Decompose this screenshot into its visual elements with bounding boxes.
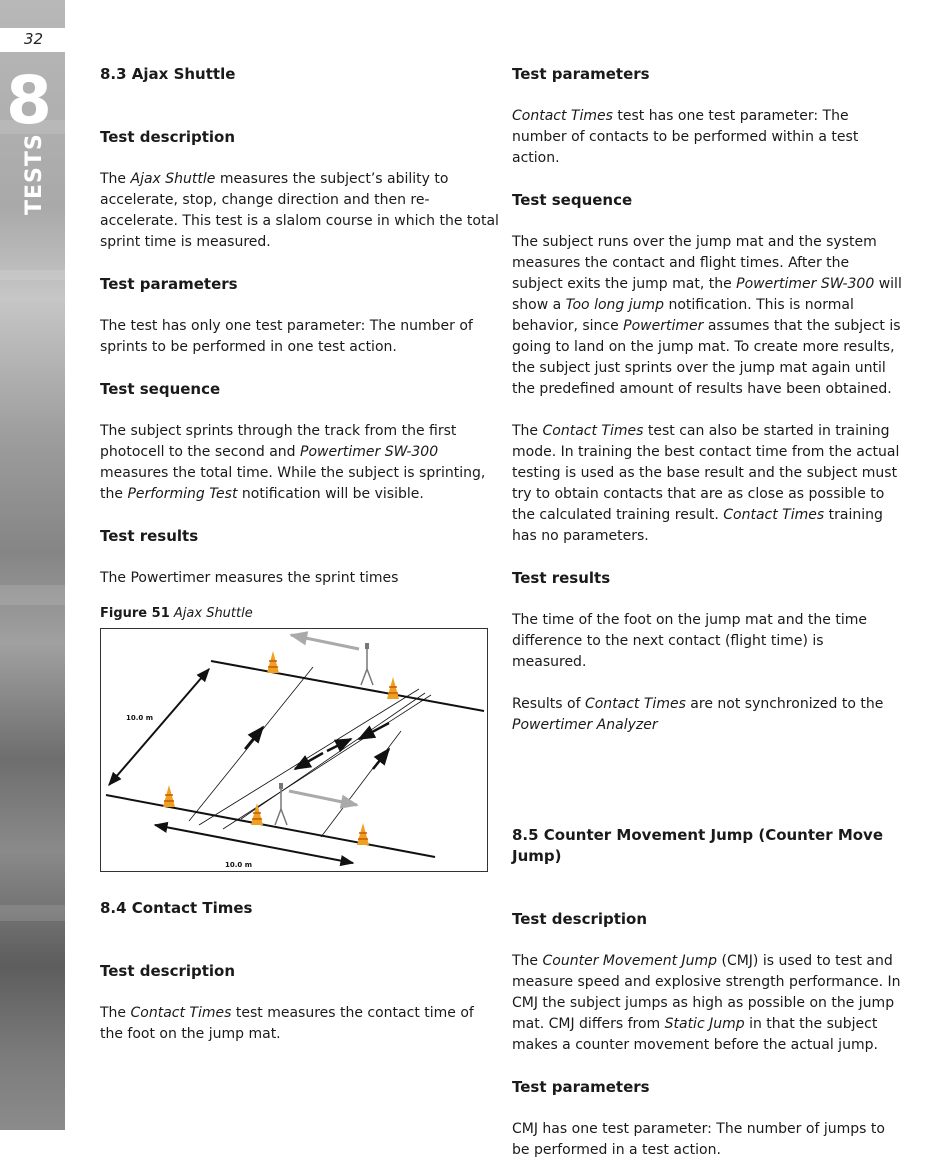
paragraph-contact-sync: Results of Contact Times are not synchronized to the Powertimer Analyzer (512, 696, 884, 733)
ajax-shuttle-figure (100, 628, 488, 872)
chapter-number: 8 (6, 62, 50, 139)
gray-arrow-start (291, 635, 359, 649)
chapter-sidebar (0, 0, 65, 1150)
cone-icon (357, 823, 369, 845)
dimension-arrow-horizontal (155, 825, 353, 863)
heading-test-parameters: Test parameters (100, 275, 238, 293)
heading-test-description-85: Test description (512, 910, 648, 928)
sidebar-band (0, 585, 65, 605)
figure-caption: Figure 51 Ajax Shuttle (100, 606, 253, 621)
dimension-label-horizontal: 10.0 m (225, 861, 253, 869)
paragraph-contact-parameters: Contact Times test has one test parameter: The number of contacts to be performed within a test action. (512, 108, 859, 166)
paragraph-contact-training: The Contact Times test can also be started in training mode. In training the best contact time from the actual testing is used as the base result and the subject must try to obtain contacts that are as close as possible to the calculated training result. Contact Times training has no parameters. (512, 423, 900, 544)
left-column (100, 64, 500, 1045)
gray-arrow-finish (289, 791, 357, 805)
heading-test-description: Test description (100, 128, 236, 146)
run-arrow (245, 727, 263, 749)
chapter-label: TESTS (22, 133, 47, 215)
run-line (189, 667, 313, 821)
heading-test-results: Test results (100, 527, 199, 545)
heading-test-sequence-84: Test sequence (512, 191, 633, 209)
cone-icon (251, 803, 263, 825)
paragraph-contact-description: The Contact Times test measures the contact time of the foot on the jump mat. (100, 1005, 474, 1042)
paragraph-contact-results: The time of the foot on the jump mat and the time difference to the next contact (flight time) is measured. (512, 612, 867, 670)
page-number: 32 (0, 28, 65, 52)
cone-icon (267, 651, 279, 673)
paragraph-ajax-results: The Powertimer measures the sprint times (100, 570, 399, 586)
section-title-ajax-shuttle: 8.3 Ajax Shuttle (100, 65, 236, 83)
photocell-top-icon (361, 643, 373, 685)
sidebar-band (0, 270, 65, 280)
sidebar-foot-strip (0, 1130, 65, 1150)
run-arrow (295, 753, 323, 769)
paragraph-ajax-description: The Ajax Shuttle measures the subject’s ability to accelerate, stop, change direction and then re-accelerate. This test is a slalom course in which the total sprint time is measured. (100, 171, 499, 250)
heading-test-results-84: Test results (512, 569, 611, 587)
heading-test-parameters-84: Test parameters (512, 65, 650, 83)
cone-icon (163, 785, 175, 807)
run-line (223, 695, 431, 829)
section-title-contact-times: 8.4 Contact Times (100, 899, 253, 917)
paragraph-ajax-sequence: The subject sprints through the track from the first photocell to the second and Powertimer SW-300 measures the total time. While the subject is sprinting, the Performing Test notification will be visible. (100, 423, 486, 502)
run-arrow (359, 723, 389, 739)
heading-test-parameters-85: Test parameters (512, 1078, 650, 1096)
track-line-top (211, 661, 484, 711)
sidebar-band (0, 905, 65, 921)
paragraph-cmj-parameters: CMJ has one test parameter: The number of jumps to be performed in a test action. (512, 1121, 885, 1158)
paragraph-cmj-description: The Counter Movement Jump (CMJ) is used to test and measure speed and explosive strength performance. In CMJ the subject jumps as high as possible on the jump mat. CMJ differs from Static Jump in that the subject makes a counter movement before the actual jump. (512, 953, 901, 1053)
paragraph-contact-sequence: The subject runs over the jump mat and the system measures the contact and flight times. After the subject exits the jump mat, the Powertimer SW-300 will show a Too long jump notification. This is normal behavior, since Powertimer assumes that the subject is going to land on the jump mat. To create more results, the subject just sprints over the jump mat again until the predefined amount of results have been obtained. (512, 234, 902, 397)
cone-icon (387, 677, 399, 699)
heading-test-sequence: Test sequence (100, 380, 221, 398)
dimension-label-vertical: 10.0 m (126, 714, 154, 722)
ajax-shuttle-diagram (101, 629, 487, 871)
paragraph-ajax-parameters: The test has only one test parameter: The number of sprints to be performed in one test action. (100, 318, 473, 355)
run-line (199, 689, 419, 825)
right-column (512, 64, 902, 1161)
heading-test-description-84: Test description (100, 962, 236, 980)
dimension-arrow-vertical (109, 669, 209, 785)
section-title-counter-movement-jump: 8.5 Counter Movement Jump (Counter Move Jump) (512, 826, 884, 865)
run-arrow (373, 749, 389, 769)
